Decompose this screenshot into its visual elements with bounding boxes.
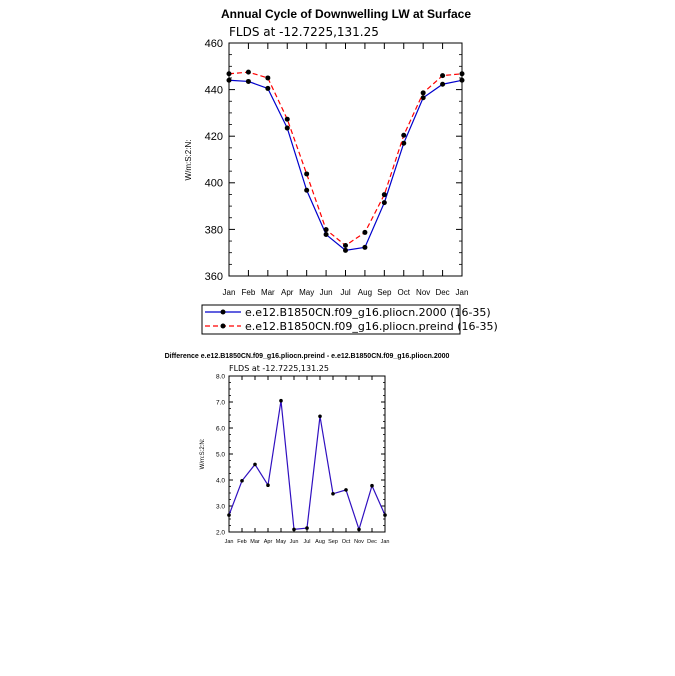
y-tick-label: 360	[204, 270, 223, 283]
series-1-point	[324, 232, 329, 237]
series-2-point	[421, 90, 426, 95]
series-1-point	[265, 86, 270, 91]
y-tick-label: 380	[204, 224, 223, 237]
x-tick-label: Mar	[260, 288, 275, 297]
series-1-point	[253, 463, 257, 467]
series-1-point	[318, 415, 322, 419]
chart1-x-ticks	[223, 43, 469, 297]
series-1-point	[382, 200, 387, 205]
chart2-subtitle: FLDS at -12.7225,131.25	[229, 364, 329, 373]
chart2-y-ticks	[216, 373, 385, 536]
series-1-point	[401, 141, 406, 146]
series-2-point	[265, 75, 270, 80]
annual-cycle-chart	[184, 7, 498, 334]
series-line-2	[229, 72, 462, 245]
x-tick-label: Feb	[241, 288, 256, 297]
series-1-point	[331, 492, 335, 496]
series-1-point	[227, 513, 231, 517]
series-1-point	[343, 248, 348, 253]
series-2-point	[382, 192, 387, 197]
x-tick-label: May	[275, 539, 287, 545]
x-tick-label: Mar	[250, 539, 260, 545]
chart1-legend	[202, 305, 498, 334]
x-tick-label: Jul	[340, 288, 351, 297]
series-1-point	[370, 484, 374, 488]
y-tick-label: 2.0	[215, 529, 225, 537]
chart2-title: Difference e.e12.B1850CN.f09_g16.pliocn.preind - e.e12.B1850CN.f09_g16.pliocn.2000	[164, 353, 450, 360]
y-tick-label: 460	[204, 37, 223, 50]
series-1-point	[305, 526, 309, 530]
series-1-point	[421, 95, 426, 100]
x-tick-label: Jan	[455, 288, 469, 297]
legend-label-series-2: e.e12.B1850CN.f09_g16.pliocn.preind (16-35)	[245, 320, 498, 333]
series-line-1	[229, 401, 385, 530]
x-tick-label: Apr	[263, 539, 273, 545]
x-tick-label: Dec	[367, 539, 377, 545]
x-tick-label: Aug	[357, 288, 373, 297]
chart1-plot-frame	[229, 43, 462, 276]
legend-marker-series-1	[221, 310, 226, 315]
x-tick-label: Apr	[281, 288, 294, 297]
chart1-series	[227, 70, 465, 253]
series-2-point	[324, 227, 329, 232]
chart2-plot-frame	[229, 376, 385, 532]
series-line-1	[229, 80, 462, 250]
y-tick-label: 400	[204, 177, 223, 190]
legend-marker-series-2	[221, 324, 226, 329]
x-tick-label: Jun	[289, 539, 299, 545]
series-2-point	[304, 171, 309, 176]
series-1-point	[344, 488, 348, 492]
y-tick-label: 6.0	[215, 425, 225, 433]
series-2-point	[440, 73, 445, 78]
chart2-x-ticks	[225, 376, 390, 545]
difference-chart	[165, 353, 450, 545]
x-tick-label: Feb	[237, 539, 247, 545]
x-tick-label: Jan	[224, 539, 234, 545]
series-2-point	[460, 71, 465, 76]
y-tick-label: 5.0	[215, 451, 225, 459]
x-tick-label: May	[299, 288, 315, 297]
x-tick-label: Nov	[416, 288, 431, 297]
x-tick-label: Sep	[377, 288, 392, 297]
x-tick-label: Dec	[435, 288, 450, 297]
y-tick-label: 7.0	[215, 399, 225, 407]
x-tick-label: Jun	[319, 288, 333, 297]
series-1-point	[285, 126, 290, 131]
series-1-point	[383, 513, 387, 517]
y-tick-label: 4.0	[215, 477, 225, 485]
chart1-title: Annual Cycle of Downwelling LW at Surface	[220, 7, 472, 21]
series-2-point	[401, 133, 406, 138]
series-2-point	[285, 117, 290, 122]
series-2-point	[246, 70, 251, 75]
x-tick-label: Oct	[341, 539, 351, 545]
series-1-point	[246, 79, 251, 84]
series-1-point	[292, 528, 296, 532]
chart1-y-ticks	[205, 38, 462, 283]
series-2-point	[362, 230, 367, 235]
y-tick-label: 8.0	[215, 373, 225, 381]
x-tick-label: Nov	[354, 539, 364, 545]
chart1-y-axis-label: W/m:S:2:N:	[184, 139, 193, 181]
series-2-point	[227, 71, 232, 76]
legend-label-series-1: e.e12.B1850CN.f09_g16.pliocn.2000 (16-35)	[245, 306, 491, 319]
series-1-point	[304, 188, 309, 193]
y-tick-label: 420	[204, 131, 223, 144]
chart2-series	[227, 399, 387, 531]
series-1-point	[362, 245, 367, 250]
y-tick-label: 440	[204, 84, 223, 97]
x-tick-label: Jan	[222, 288, 236, 297]
x-tick-label: Jul	[303, 539, 311, 545]
x-tick-label: Jan	[380, 539, 390, 545]
chart1-subtitle: FLDS at -12.7225,131.25	[229, 25, 379, 39]
x-tick-label: Sep	[328, 539, 338, 545]
y-tick-label: 3.0	[215, 503, 225, 511]
x-tick-label: Aug	[315, 539, 325, 545]
chart2-y-axis-label: W/m:S:2:N:	[200, 438, 206, 470]
series-1-point	[279, 399, 283, 403]
series-2-point	[343, 243, 348, 248]
series-1-point	[227, 78, 232, 83]
x-tick-label: Oct	[397, 288, 410, 297]
series-1-point	[266, 483, 270, 487]
series-1-point	[357, 528, 361, 532]
series-1-point	[240, 479, 244, 483]
series-1-point	[460, 78, 465, 83]
series-1-point	[440, 82, 445, 87]
